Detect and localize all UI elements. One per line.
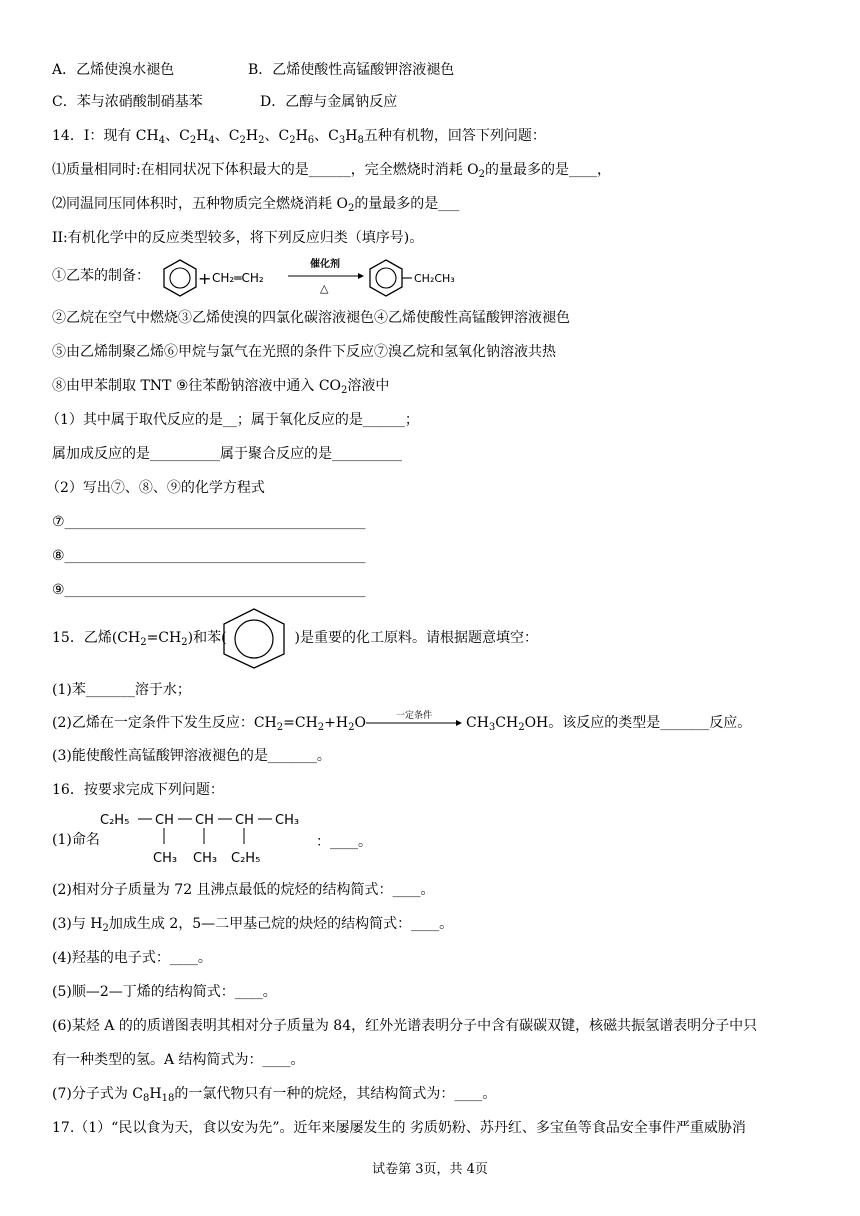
- q17-intro: 17.（1）“民以食为天，食以安为先”。近年来屡屡发生的 劣质奶粉、苏丹红、多宝鱼等食品安全事件严重威胁消: [52, 1120, 746, 1136]
- benzene-structure: [218, 606, 290, 670]
- ethylene-formula: CH₂═CH₂: [212, 271, 264, 285]
- page-footer: 试卷第 3页，共 4页: [372, 1162, 488, 1177]
- struct-ch-1: CH: [155, 813, 174, 828]
- q16-part7: (7)分子式为 $C_8H_{18}$的一氯代物只有一种的烷烃，其结构简式为：____。: [52, 1086, 497, 1104]
- answer-blank-8: ⑧___________________________________________: [52, 548, 366, 564]
- ethyl-group-label: CH₂CH₃: [414, 272, 455, 285]
- struct-ch3-branch-2: CH₃: [193, 851, 218, 866]
- q16-part3: (3)与 $H_2$加成生成 2，5—二甲基己烷的炔烃的结构简式：____。: [52, 916, 454, 934]
- q16-part6b: 有一种类型的氢。A 结构简式为：____。: [52, 1052, 305, 1068]
- q14-sub2: （2）写出⑦、⑧、⑨的化学方程式: [46, 480, 265, 496]
- q16-part1-label: (1)命名: [52, 832, 100, 848]
- q16-intro: 16．按要求完成下列问题：: [52, 782, 224, 798]
- struct-ch-2: CH: [195, 813, 214, 828]
- struct-ch3-right: CH₃: [275, 813, 300, 828]
- q16-part5: (5)顺—2—丁烯的结构简式：____。: [52, 984, 277, 1000]
- q15-intro: 15．乙烯$(CH_2=CH_2)$和苯( )是重要的化工原料。请根据题意填空：: [52, 630, 539, 648]
- option-c: C．苯与浓硝酸制硝基苯: [52, 94, 203, 110]
- benzene-ring-structure: [164, 260, 196, 296]
- option-b: B．乙烯使酸性高锰酸钾溶液褪色: [248, 62, 455, 78]
- q14-part1: ⑴质量相同时:在相同状况下体积最大的是______，完全燃烧时消耗 $O_2$的量最多的是____，: [52, 162, 612, 180]
- q14-intro: 14．I：现有 $CH_4$、$C_2H_4$、$C_2H_2$、$C_2H_6$、$C_3H_8$五种有机物，回答下列问题：: [52, 128, 546, 146]
- q16-part1-blank: ：____。: [316, 834, 372, 850]
- ethylbenzene-ring-structure: [370, 260, 412, 296]
- option-a: A．乙烯使溴水褪色: [52, 62, 175, 78]
- q15-part3: (3)能使酸性高锰酸钾溶液褪色的是_______。: [52, 748, 331, 764]
- struct-ch-3: CH: [235, 813, 254, 828]
- q14-sub1a: （1）其中属于取代反应的是__；属于氧化反应的是______；: [46, 412, 419, 428]
- catalyst-label: 催化剂: [310, 259, 340, 270]
- q16-part4: (4)羟基的电子式：____。: [52, 950, 212, 966]
- ethylbenzene-reaction-diagram: [160, 252, 460, 300]
- reactions-5-7: ⑤由乙烯制聚乙烯⑥甲烷与氯气在光照的条件下反应⑦溴乙烷和氢氧化钠溶液共热: [52, 344, 556, 360]
- plus-sign: +: [198, 269, 212, 288]
- q14-section-ii: II:有机化学中的反应类型较多，将下列反应归类（填序号)。: [52, 230, 424, 246]
- reactions-8-9: ⑧由甲苯制取 TNT ⑨往苯酚钠溶液中通入 $CO_2$溶液中: [52, 378, 390, 396]
- q15-part1: (1)苯_______溶于水；: [52, 682, 191, 698]
- struct-ch3-branch-1: CH₃: [153, 851, 178, 866]
- branched-alkane-structure: [98, 808, 328, 868]
- q15-part2: (2)乙烯在一定条件下发生反应：$CH_2=CH_2+H_2O$ $CH_3CH_2OH$。该反应的类型是_______反应。: [52, 715, 752, 733]
- q16-part2: (2)相对分子质量为 72 且沸点最低的烷烃的结构简式：____。: [52, 882, 435, 898]
- option-d: D．乙醇与金属钠反应: [260, 94, 398, 110]
- reactions-2-4: ②乙烷在空气中燃烧③乙烯使溴的四氯化碳溶液褪色④乙烯使酸性高锰酸钾溶液褪色: [52, 310, 570, 326]
- answer-blank-9: ⑨___________________________________________: [52, 582, 366, 598]
- heat-symbol: △: [320, 282, 329, 295]
- answer-blank-7: ⑦___________________________________________: [52, 514, 366, 530]
- q14-part2: ⑵同温同压同体积时，五种物质完全燃烧消耗 $O_2$的量最多的是___: [52, 196, 460, 214]
- reaction-1-label: ①乙苯的制备：: [52, 268, 150, 284]
- q14-sub1b: 属加成反应的是__________属于聚合反应的是__________: [52, 446, 402, 462]
- q16-part6a: (6)某烃 A 的的质谱图表明其相对分子质量为 84，红外光谱表明分子中含有碳碳双键，核磁共振氢谱表明分子中只: [52, 1018, 758, 1034]
- arrow-head: [358, 273, 364, 279]
- struct-c2h5-left: C₂H₅: [100, 813, 130, 828]
- struct-c2h5-branch: C₂H₅: [231, 851, 261, 866]
- reaction-condition-label: 一定条件: [396, 711, 433, 721]
- reaction-arrow: [364, 716, 464, 728]
